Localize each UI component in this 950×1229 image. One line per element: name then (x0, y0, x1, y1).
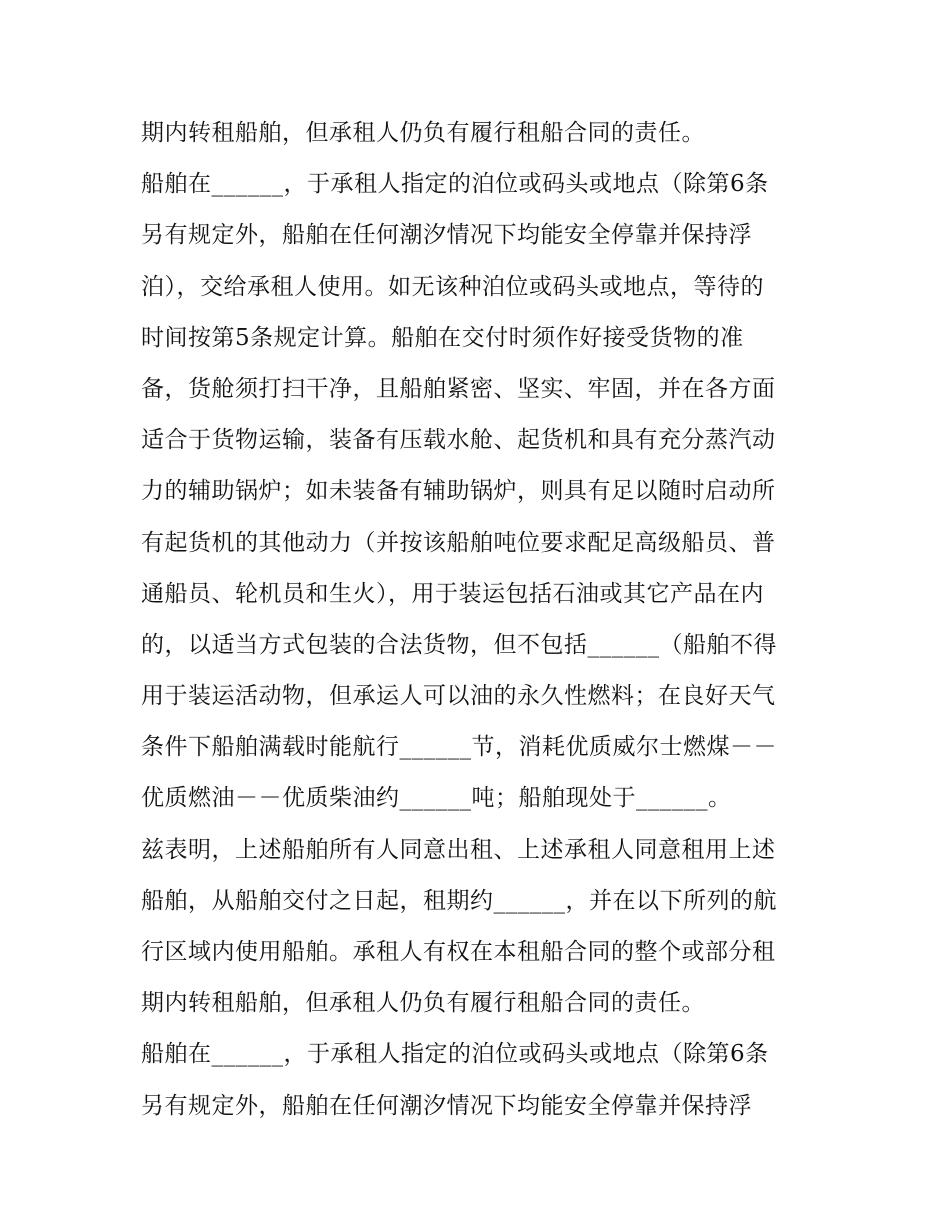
text-line: 备，货舱须打扫干净，且船舶紧密、坚实、牢固，并在各方面 (141, 375, 776, 402)
text-line: 船舶，从船舶交付之日起，租期约______，并在以下所列的航 (141, 887, 777, 914)
text-line: 兹表明，上述船舶所有人同意出租、上述承租人同意租用上述 (141, 836, 776, 863)
text-line: 另有规定外，船舶在任何潮汐情况下均能安全停靠并保持浮 (141, 1092, 752, 1119)
text-line: 期内转租船舶，但承租人仍负有履行租船合同的责任。 (141, 990, 705, 1017)
text-line: 的，以适当方式包装的合法货物，但不包括______（船舶不得 (141, 631, 777, 658)
text-line: 用于装运活动物，但承运人可以油的永久性燃料；在良好天气 (141, 683, 776, 710)
text-line: 适合于货物运输，装备有压载水舱、起货机和具有充分蒸汽动 (141, 427, 776, 454)
text-line: 船舶在______，于承租人指定的泊位或码头或地点（除第6条 (141, 171, 769, 198)
text-line: 另有规定外，船舶在任何潮汐情况下均能安全停靠并保持浮 (141, 222, 752, 249)
text-line: 有起货机的其他动力（并按该船舶吨位要求配足高级船员、普 (141, 529, 776, 556)
contract-text (141, 108, 821, 1132)
text-line: 泊），交给承租人使用。如无该种泊位或码头或地点，等待的 (141, 273, 764, 300)
text-line: 时间按第5条规定计算。船舶在交付时须作好接受货物的准 (141, 324, 744, 351)
text-line: 条件下船舶满载时能航行______节，消耗优质威尔士燃煤－－ (141, 734, 777, 761)
text-line: 行区域内使用船舶。承租人有权在本租船合同的整个或部分租 (141, 939, 776, 965)
text-line: 通船员、轮机员和生火），用于装运包括石油或其它产品在内 (141, 580, 764, 607)
text-line: 船舶在______，于承租人指定的泊位或码头或地点（除第6条 (141, 1041, 769, 1068)
text-line: 期内转租船舶，但承租人仍负有履行租船合同的责任。 (141, 120, 705, 146)
text-line: 优质燃油－－优质柴油约______吨；船舶现处于______。 (141, 785, 732, 812)
text-line: 力的辅助锅炉；如未装备有辅助锅炉，则具有足以随时启动所 (141, 478, 776, 505)
